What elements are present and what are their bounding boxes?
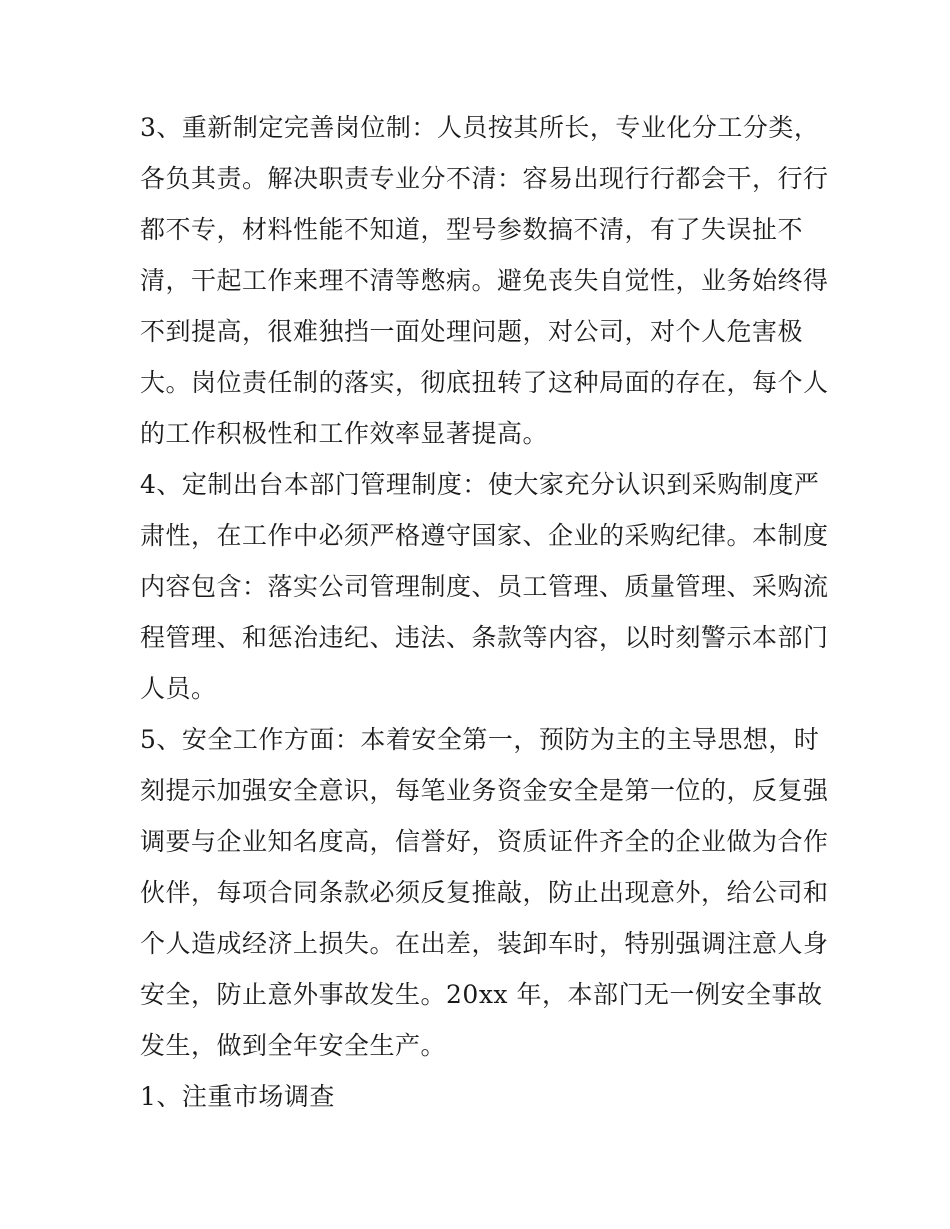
text-line: 不到提高，很难独挡一面处理问题，对公司，对个人危害极 [140,317,804,346]
text-line: 发生，做到全年安全生产。 [140,1031,447,1060]
text-line: 的工作积极性和工作效率显著提高。 [140,419,549,448]
text-line: 个人造成经济上损失。在出差，装卸车时，特别强调注意人身 [140,929,829,958]
text-line: 程管理、和惩治违纪、违法、条款等内容，以时刻警示本部门 [140,623,829,652]
text-line: 清，干起工作来理不清等憋病。避免丧失自觉性，业务始终得 [140,266,829,295]
text-line: 刻提示加强安全意识，每笔业务资金安全是第一位的，反复强 [140,776,829,805]
text-line: 内容包含：落实公司管理制度、员工管理、质量管理、采购流 [140,572,829,601]
text-line: 都不专，材料性能不知道，型号参数搞不清，有了失误扯不 [140,215,804,244]
text-line: 各负其责。解决职责专业分不清：容易出现行行都会干，行行 [140,164,829,193]
section-heading: 1、注重市场调查 [140,1082,335,1111]
text-line: 5、安全工作方面：本着安全第一，预防为主的主导思想，时 [140,725,820,754]
text-line: 大。岗位责任制的落实，彻底扭转了这种局面的存在，每个人 [140,368,829,397]
text-line: 人员。 [140,674,217,703]
text-line: 安全，防止意外事故发生。20xx 年，本部门无一例安全事故 [140,980,823,1009]
text-line: 调要与企业知名度高，信誉好，资质证件齐全的企业做为合作 [140,827,829,856]
document-body [140,102,829,1122]
text-line: 3、重新制定完善岗位制：人员按其所长，专业化分工分类， [140,113,820,142]
text-line: 4、定制出台本部门管理制度：使大家充分认识到采购制度严 [140,470,820,499]
text-line: 肃性，在工作中必须严格遵守国家、企业的采购纪律。本制度 [140,521,829,550]
text-line: 伙伴，每项合同条款必须反复推敲，防止出现意外，给公司和 [140,878,829,907]
